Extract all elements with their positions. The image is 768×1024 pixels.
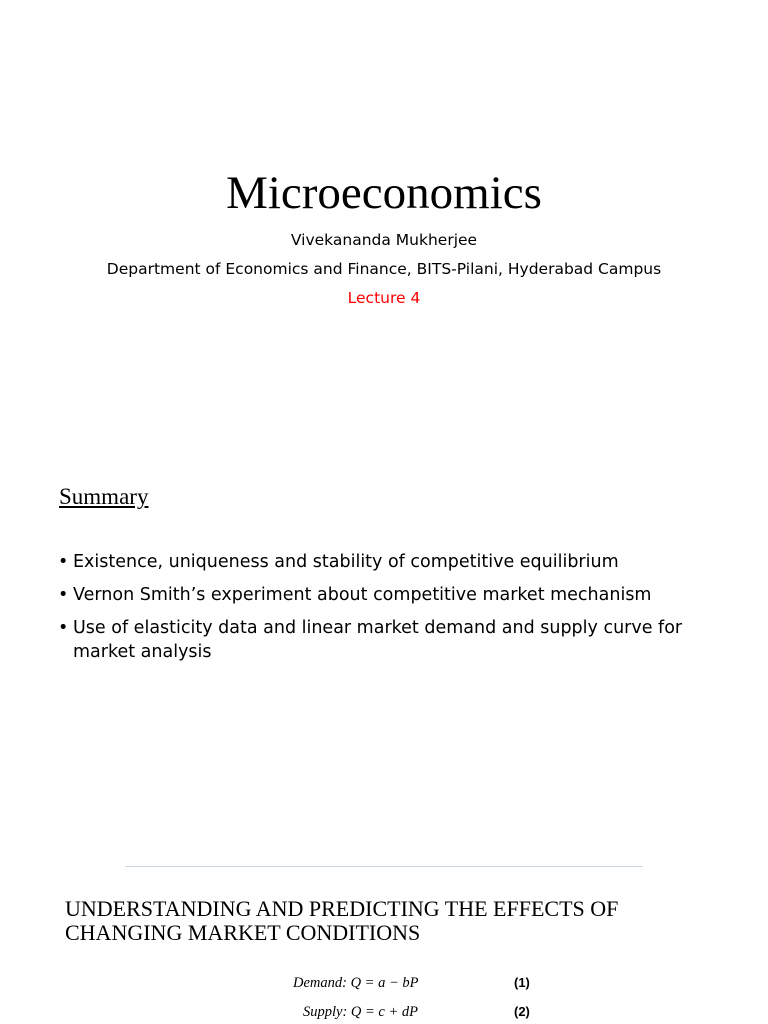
equation-number: (1) [514,975,530,990]
demand-equation: Demand: Q = a − bP [293,975,419,991]
list-item [58,550,718,574]
market-conditions-slide [0,862,768,1024]
list-item [58,583,718,607]
list-item-text: Existence, uniqueness and stability of competitive equilibrium [73,552,619,572]
author-name: Vivekananda Mukherjee [290,231,478,249]
section-heading: UNDERSTANDING AND PREDICTING THE EFFECTS OF CHANGING MARKET CONDITIONS [65,896,619,945]
supply-equation: Supply: Q = c + dP [303,1004,419,1020]
department-name: Department of Economics and Finance, BITS-Pilani, Hyderabad Campus [106,260,662,278]
title-slide [0,0,768,430]
lecture-label: Lecture 4 [347,289,421,307]
divider [125,866,643,867]
bullet-icon: • [58,585,69,605]
summary-list [58,550,718,673]
equation-number: (2) [514,1004,530,1019]
list-item-text: Vernon Smith’s experiment about competitive market mechanism [73,585,652,605]
slide-title: Microeconomics [226,167,542,219]
list-item-text: Use of elasticity data and linear market demand and supply curve for market analysis [73,618,683,662]
bullet-icon: • [58,552,69,572]
list-item [58,616,718,664]
summary-slide [0,430,768,860]
summary-heading: Summary [59,484,149,509]
bullet-icon: • [58,618,69,638]
